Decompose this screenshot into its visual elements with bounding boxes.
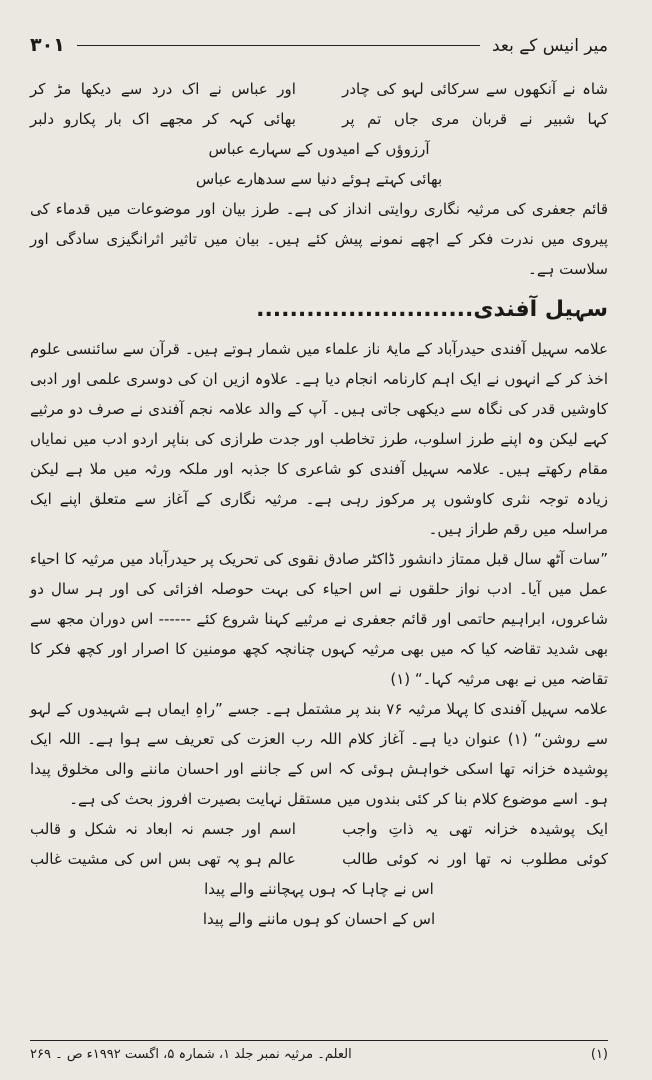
paragraph: علامہ سہیل آفندی کا پہلا مرثیہ ۷۶ بند پر مشتمل ہے۔ جسے ”راہِ ایماں ہے شہیدوں کے لہو سے روشن“ (۱) عنوان دیا ہے۔ آغاز کلام اللہ رب العزت کی تعریف سے ہوا ہے۔ اللہ ایک پوشیدہ خزانہ تھا اسکی خواہش ہوئی کہ اس کے جاننے اور احسان ماننے والی مخلوق پیدا ہو۔ اسے موضوع کلام بنا کر کئی بندوں میں مستقل نہایت بصیرت افروز بحث کی ہے۔ bbox=[30, 700, 608, 808]
footnote-marker: (۱) bbox=[590, 1047, 608, 1062]
page-content bbox=[30, 74, 608, 934]
couplet bbox=[30, 814, 608, 844]
misra-second: اور عباس نے اک درد سے دیکھا مڑ کر bbox=[30, 80, 296, 98]
misra-first: کہا شبیر نے قربان مری جاں تم پر bbox=[342, 110, 608, 128]
footnote-text: العلم۔ مرثیہ نمبر جلد ۱، شمارہ ۵، اگست ۱۹۹۲ء ص ۔ ۲۶۹ bbox=[30, 1047, 352, 1062]
quote-paragraph: ”سات آٹھ سال قبل ممتاز دانشور ڈاکٹر صادق نقوی کی تحریک پر حیدرآباد میں مرثیہ کا احیاء عمل میں آیا۔ ادب نواز حلقوں نے اس احیاء کی بہت حوصلہ افزائی کی اور ہر سال دو شاعروں، ابراہیم حاتمی اور قائم جعفری نے مرثیے کہنا شروع کئے ------ اس دوران مجھ سے بھی شدید تقاضہ کیا کہ میں بھی مرثیہ کہوں چنانچہ کچھ مومنین کا اصرار اور کچھ فکر کا تقاضہ میں نے بھی مرثیہ کہا۔“ (۱) bbox=[30, 550, 608, 688]
paragraph: علامہ سہیل آفندی حیدرآباد کے مایۂ ناز علماء میں شمار ہوتے ہیں۔ قرآن سے سائنسی علوم اخذ کر کے انہوں نے ایک اہم کارنامہ انجام دیا ہے۔ علاوہ ازیں ان کی دوسری علمی اور ادبی کاوشیں قدر کی نگاہ سے دیکھی جاتی ہیں۔ آپ کے والد علامہ نجم آفندی نے صرف دو مرثیے کہے لیکن وہ اپنے طرز اسلوب، طرز تخاطب اور جدت طرازی کی بناپر اردو ادب میں نمایاں مقام رکھتے ہیں۔ علامہ سہیل آفندی کو شاعری کا جذبہ اور ملکہ ورثہ میں ملا ہے لیکن زیادہ توجہ نثری کاوشوں پر مرکوز رہی ہے۔ مرثیہ نگاری کے آغاز سے متعلق اپنے ایک مراسلہ میں رقم طراز ہیں۔ bbox=[30, 340, 608, 538]
couplet bbox=[30, 104, 608, 134]
page-header bbox=[30, 30, 608, 60]
paragraph: قائم جعفری کی مرثیہ نگاری روایتی انداز کی ہے۔ طرز بیان اور موضوعات میں قدماء کی پیروی میں ندرت فکر کے اچھے نمونے پیش کئے ہیں۔ بیان میں تاثیر اثرانگیزی سادگی اور سلاست ہے۔ bbox=[30, 200, 608, 278]
running-title: میر انیس کے بعد bbox=[492, 35, 608, 56]
misra-second: اسم اور جسم نہ ابعاد نہ شکل و قالب bbox=[30, 820, 296, 838]
verse-line: اس کے احسان کو ہوں ماننے والے پیدا bbox=[202, 910, 436, 928]
misra-first: ایک پوشیدہ خزانہ تھی یہ ذاتِ واجب bbox=[342, 820, 608, 838]
page-number: ۳۰۱ bbox=[30, 34, 65, 56]
verse-line: آرزوؤں کے امیدوں کے سہارے عباس bbox=[208, 140, 430, 158]
verse-line: اس نے چاہا کہ ہوں پہچاننے والے پیدا bbox=[204, 880, 434, 898]
footnote-area bbox=[30, 1040, 608, 1062]
footnote-rule bbox=[30, 1040, 608, 1041]
couplet bbox=[30, 74, 608, 104]
misra-first: کوئی مطلوب نہ تھا اور نہ کوئی طالب bbox=[342, 850, 608, 868]
misra-first: شاہ نے آنکھوں سے سرکائی لہو کی چادر bbox=[342, 80, 608, 98]
couplet bbox=[30, 844, 608, 874]
misra-second: بھائی کہہ کر مجھے اک بار پکارو دلبر bbox=[30, 110, 296, 128]
section-heading: سہیل آفندی.......................... bbox=[256, 297, 608, 322]
verse-line: بھائی کہتے ہوئے دنیا سے سدھارے عباس bbox=[195, 170, 443, 188]
misra-second: عالم ہو پہ تھی بس اس کی مشیت غالب bbox=[30, 850, 296, 868]
header-rule bbox=[77, 45, 480, 46]
